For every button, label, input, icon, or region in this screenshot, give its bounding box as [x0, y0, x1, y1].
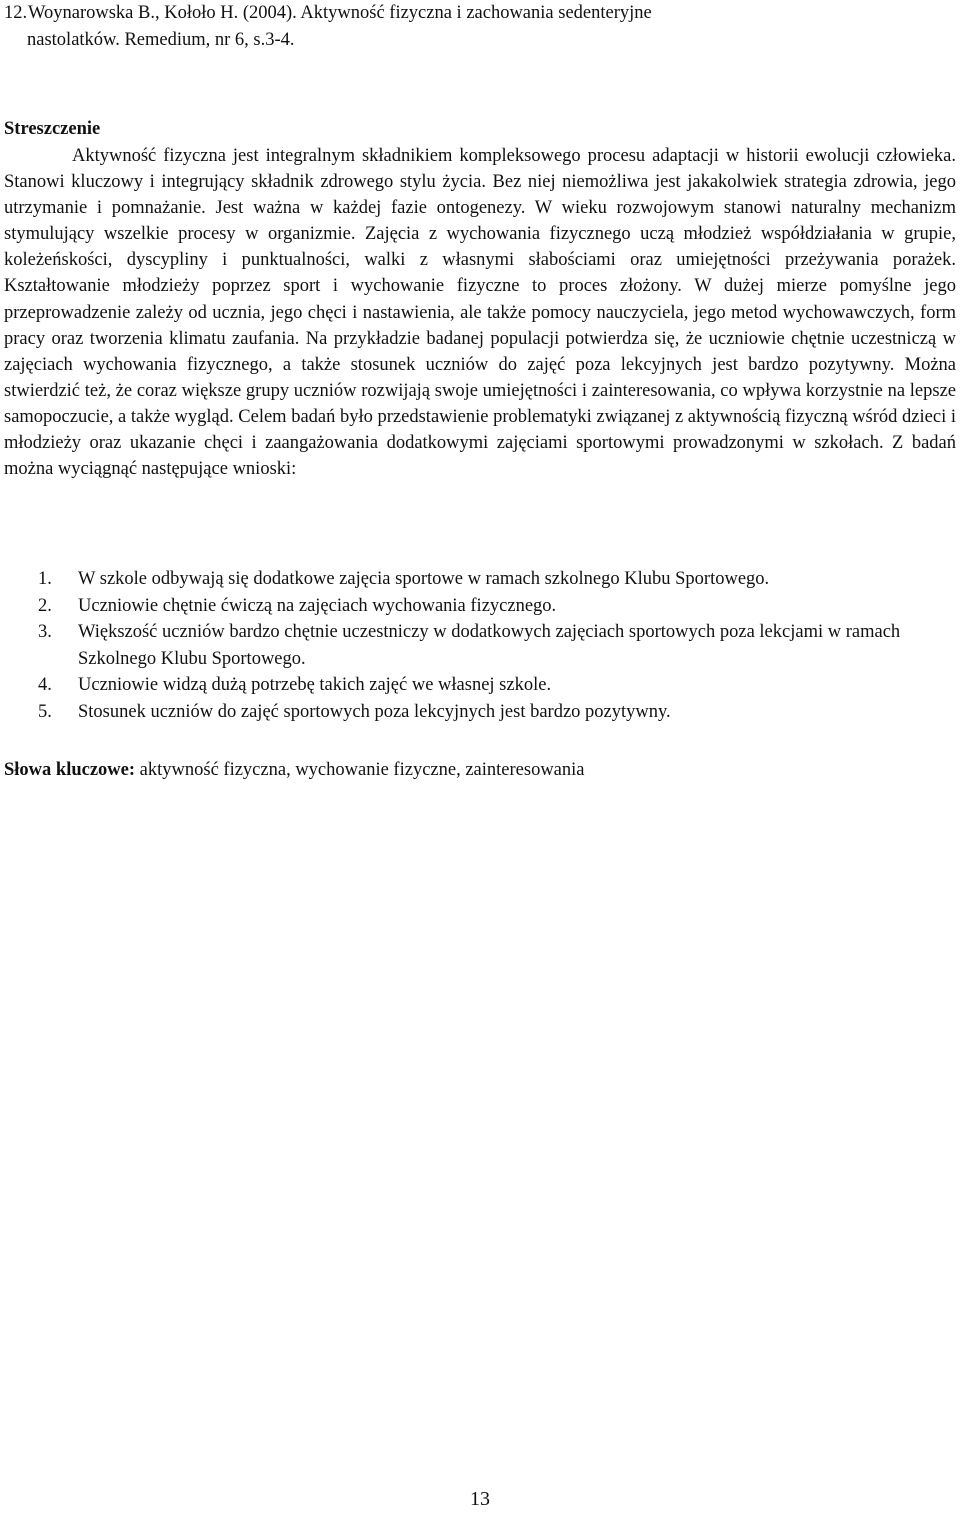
reference-entry [4, 0, 954, 54]
keywords-text: aktywność fizyczna, wychowanie fizyczne, zainteresowania [135, 760, 585, 780]
reference-line-1: Woynarowska B., Kołoło H. (2004). Aktywność fizyczna i zachowania sedenteryjne [28, 3, 652, 23]
conclusion-number: 3. [38, 622, 52, 642]
reference-number: 12. [4, 3, 28, 23]
conclusion-number: 4. [38, 675, 52, 695]
conclusion-item [4, 619, 956, 672]
conclusion-text: Stosunek uczniów do zajęć sportowych poza lekcyjnych jest bardzo pozytywny. [78, 701, 671, 722]
conclusion-item [4, 566, 956, 593]
conclusion-number: 2. [38, 595, 52, 616]
abstract-text: Aktywność fizyczna jest integralnym składnikiem kompleksowego procesu adaptacji w historii ewolucji człowieka. Stanowi kluczowy i integrujący składnik zdrowego stylu życia. Bez niej niemożliwa jest jakakolwiek strategia zdrowia, jego utrzymanie i pomnażanie. Jest ważna w każdej fazie ontogenezy. W wieku rozwojowym stanowi naturalny mechanizm stymulujący wszelkie procesy w organizmie. Zajęcia z wychowania fizycznego uczą młodzież współdziałania w grupie, koleżeńskości, dyscypliny i punktualności, walki z własnymi słabościami oraz umiejętności przeżywania porażek. Kształtowanie młodzieży poprzez sport i wychowanie fizyczne to proces złożony. W dużej mierze pomyślne jego przeprowadzenie zależy od ucznia, jego chęci i nastawienia, ale także pomocy nauczyciela, jego metod wychowawczych, form pracy oraz tworzenia klimatu zaufania. Na przykładzie badanej populacji potwierdza się, że uczniowie chętnie uczestniczą w zajęciach wychowania fizycznego, a także stosunek uczniów do zajęć poza lekcyjnych jest bardzo pozytywny. Można stwierdzić też, że coraz większe grupy uczniów rozwijają swoje umiejętności i zainteresowania, co wpływa korzystnie na lepsze samopoczucie, a także wygląd. Celem badań było przedstawienie problematyki związanej z aktywnością fizyczną wśród dzieci i młodzieży oraz ukazanie chęci i zaangażowania dodatkowymi zajęciami sportowymi prowadzonymi w szkołach. Z badań można wyciągnąć następujące wnioski: [4, 146, 956, 480]
conclusion-text: Uczniowie chętnie ćwiczą na zajęciach wychowania fizycznego. [78, 595, 557, 616]
conclusion-number: 5. [38, 701, 52, 722]
conclusion-item [4, 672, 956, 699]
conclusion-text: Większość uczniów bardzo chętnie uczestniczy w dodatkowych zajęciach sportowych poza lekcjami w ramach Szkolnego Klubu Sportowego. [78, 622, 901, 669]
conclusion-item [4, 699, 956, 726]
conclusion-text: Uczniowie widzą dużą potrzebę takich zajęć we własnej szkole. [78, 675, 552, 695]
page-number: 13 [470, 1488, 490, 1510]
keywords-label: Słowa kluczowe: [4, 760, 136, 780]
conclusion-text: W szkole odbywają się dodatkowe zajęcia sportowe w ramach szkolnego Klubu Sportowego. [78, 569, 770, 589]
conclusion-item [4, 593, 956, 620]
keywords-line [4, 757, 585, 783]
abstract-heading: Streszczenie [4, 119, 101, 139]
conclusion-number: 1. [38, 569, 52, 589]
reference-line-2: nastolatków. Remedium, nr 6, s.3-4. [27, 30, 295, 50]
conclusions-list [4, 566, 956, 725]
